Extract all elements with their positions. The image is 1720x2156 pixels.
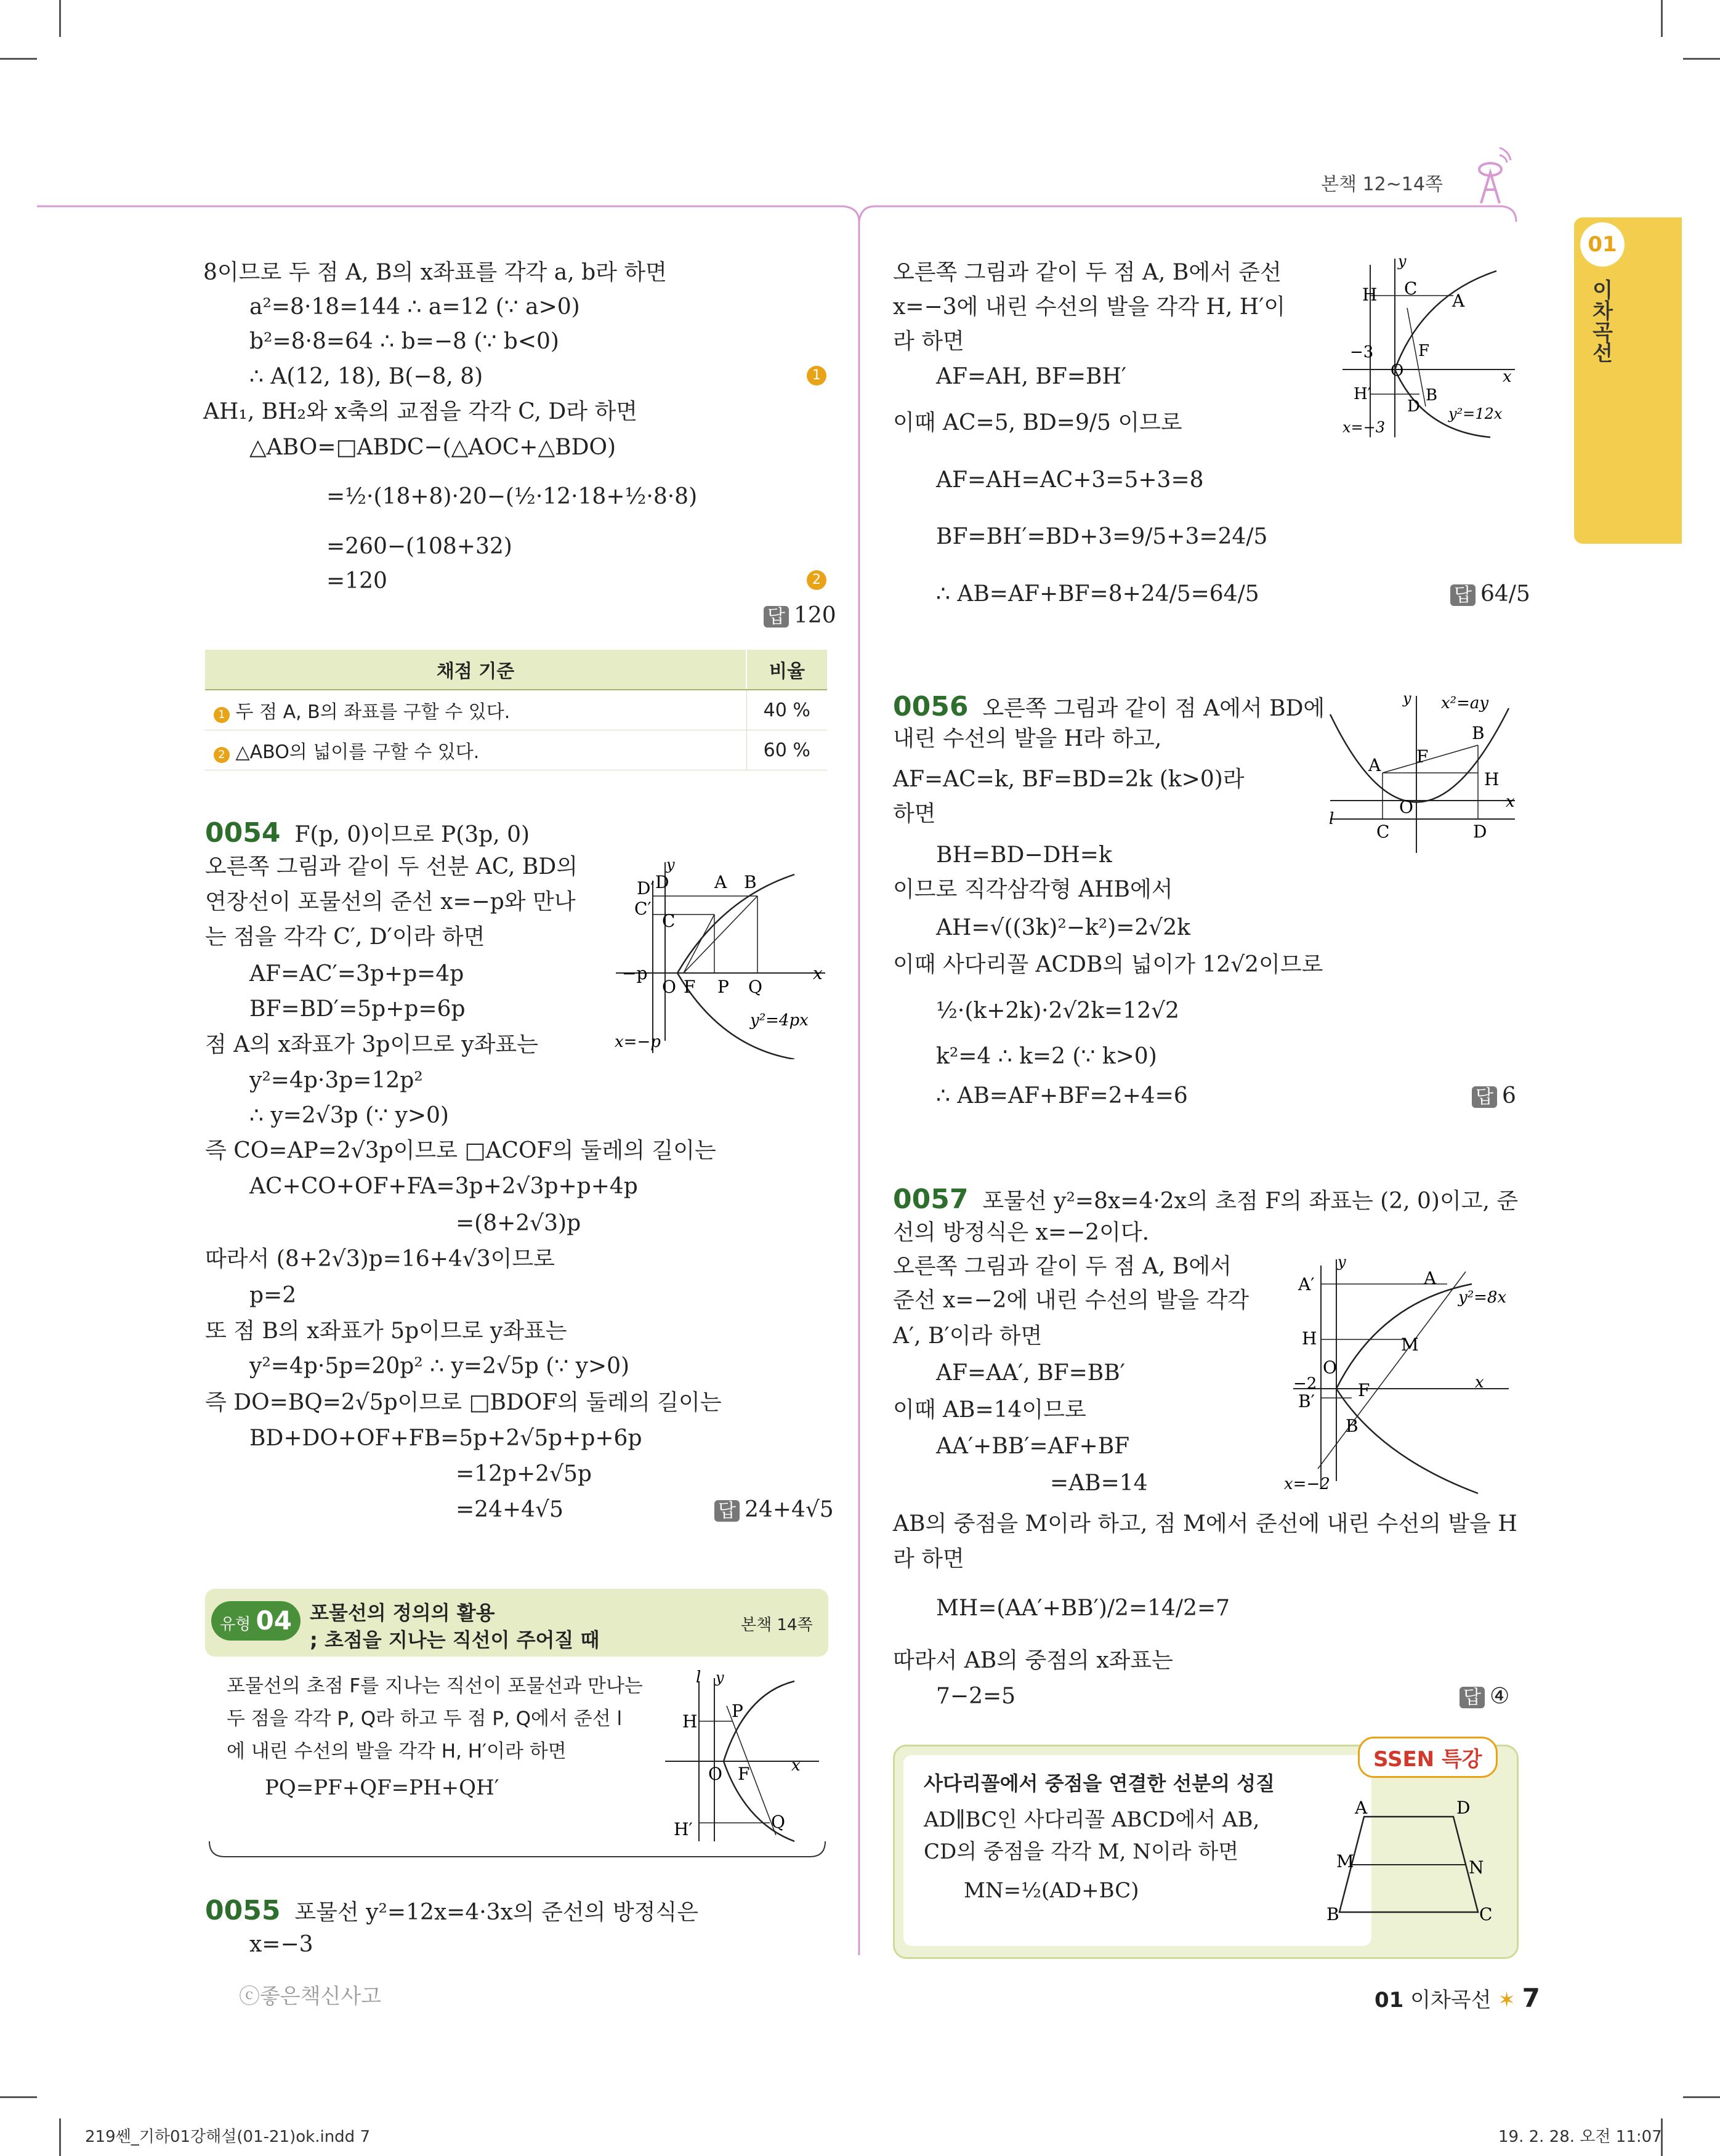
text-line: AH₁, BH₂와 x축의 교점을 각각 C, D라 하면 xyxy=(203,399,638,424)
fig-label: F xyxy=(1358,1380,1370,1400)
fig-label: y²=4px xyxy=(750,1011,809,1030)
fig-label: F xyxy=(738,1764,750,1784)
text-line: 7−2=5 xyxy=(936,1684,1016,1709)
text-line: 는 점을 각각 C′, D′이라 하면 xyxy=(205,924,485,950)
text-line: y²=4p·3p=12p² xyxy=(249,1068,423,1093)
footer-chapter-title: 이차곡선 xyxy=(1410,1988,1492,2013)
text-line: AD∥BC인 사다리꼴 ABCD에서 AB, xyxy=(924,1807,1260,1832)
problem-number: 0057 xyxy=(893,1184,969,1215)
footer-chapter-num: 01 xyxy=(1375,1988,1404,2013)
text-line: 이때 사다리꼴 ACDB의 넓이가 12√2이므로 xyxy=(893,952,1323,977)
fig-label: x xyxy=(813,963,823,983)
text-line: AF=AA′, BF=BB′ xyxy=(936,1360,1125,1386)
fig-label: −2 xyxy=(1293,1375,1317,1393)
text-line: CD의 중점을 각각 M, N이라 하면 xyxy=(924,1839,1239,1864)
fig-label: A xyxy=(1355,1798,1368,1818)
fig-label: A′ xyxy=(1298,1274,1315,1294)
text-line: 연장선이 포물선의 준선 x=−p와 만나 xyxy=(205,889,576,914)
answer-0055: 답 64/5 xyxy=(1450,581,1530,607)
fig-label: O xyxy=(662,977,676,997)
fig-label: P xyxy=(717,977,729,997)
fig-label: D xyxy=(1456,1798,1471,1818)
type-subtitle: ; 초점을 지나는 직선이 주어질 때 xyxy=(310,1628,600,1652)
fig-label: A xyxy=(714,872,727,892)
text-line: x=−3 xyxy=(249,1932,313,1957)
text-line: ∴ AB=AF+BF=8+24/5=64/5 xyxy=(936,581,1259,607)
type-ref: 본책 14쪽 xyxy=(741,1616,813,1634)
text-line: 포물선 y²=8x=4·2x의 초점 F의 좌표는 (2, 0)이고, 준 xyxy=(982,1189,1519,1214)
text-line: 따라서 (8+2√3)p=16+4√3이므로 xyxy=(205,1246,555,1272)
text-line: PQ=PF+QF=PH+QH′ xyxy=(265,1775,499,1800)
text-line: =24+4√5 xyxy=(456,1497,563,1522)
page-number: 7 xyxy=(1522,1983,1540,2013)
text-line: 오른쪽 그림과 같이 두 선분 AC, BD의 xyxy=(205,854,578,879)
ssen-badge: SSEN 특강 xyxy=(1358,1737,1498,1778)
text-line: =½·(18+8)·20−(½·12·18+½·8·8) xyxy=(326,484,698,509)
fig-label: C′ xyxy=(634,898,652,919)
fig-label: B′ xyxy=(1298,1391,1315,1411)
fig-label: H′ xyxy=(674,1819,693,1839)
text-line: AF=AC=k, BF=BD=2k (k>0)라 xyxy=(893,767,1245,792)
figure-type04 xyxy=(665,1669,825,1847)
fig-label: D xyxy=(1473,822,1487,842)
table-row: 1 두 점 A, B의 좌표를 구할 수 있다. 40 % xyxy=(205,690,827,730)
fig-label: C xyxy=(662,911,676,931)
text-line: 즉 CO=AP=2√3p이므로 □ACOF의 둘레의 길이는 xyxy=(205,1138,716,1163)
text-line: p=2 xyxy=(249,1283,297,1308)
fig-label: O xyxy=(1399,797,1413,817)
fig-label: y xyxy=(1398,252,1407,270)
fig-label: O xyxy=(1323,1357,1337,1378)
text-line: 오른쪽 그림과 같이 점 A에서 BD에 xyxy=(982,696,1325,721)
figure-trapezoid xyxy=(1318,1798,1496,1921)
problem-number: 0055 xyxy=(205,1895,281,1926)
figure-0056 xyxy=(1324,690,1521,856)
fig-label: A xyxy=(1452,291,1465,311)
text-line: BF=BD′=5p+p=6p xyxy=(249,996,466,1022)
text-line: MH=(AA′+BB′)/2=14/2=7 xyxy=(936,1596,1230,1621)
text-line: 에 내린 수선의 발을 각각 H, H′이라 하면 xyxy=(227,1740,567,1762)
text-line: 준선 x=−2에 내린 수선의 발을 각각 xyxy=(893,1288,1250,1313)
fig-label: C xyxy=(1376,822,1390,842)
text-line: k²=4 ∴ k=2 (∵ k>0) xyxy=(936,1044,1157,1069)
fig-label: D xyxy=(1407,397,1420,416)
file-slug: 219쎈_기하01강해설(01-21)ok.indd 7 xyxy=(85,2128,370,2146)
copyright: ⓒ좋은책신사고 xyxy=(239,1984,382,2009)
text-line: △ABO=□ABDC−(△AOC+△BDO) xyxy=(249,435,616,460)
text-line: BH=BD−DH=k xyxy=(936,842,1112,868)
fig-label: B xyxy=(1346,1416,1359,1436)
text-line: ∴ y=2√3p (∵ y>0) xyxy=(249,1103,449,1128)
text-line: =260−(108+32) xyxy=(326,534,512,559)
problem-number: 0054 xyxy=(205,817,281,849)
type-badge: 유형 04 xyxy=(211,1601,301,1641)
text-line: 오른쪽 그림과 같이 두 점 A, B에서 준선 xyxy=(893,260,1282,285)
fig-label: l xyxy=(1329,810,1334,828)
text-line: 이때 AB=14이므로 xyxy=(893,1397,1086,1423)
fig-label: C xyxy=(1404,278,1418,299)
text-line: 선의 방정식은 x=−2이다. xyxy=(893,1220,1150,1245)
text-line: 하면 xyxy=(893,801,936,826)
text-line: MN=½(AD+BC) xyxy=(964,1878,1139,1903)
text-line: 또 점 B의 x좌표가 5p이므로 y좌표는 xyxy=(205,1318,567,1344)
text-line: 포물선 y²=12x=4·3x의 준선의 방정식은 xyxy=(294,1900,698,1925)
text-line: ∴ AB=AF+BF=2+4=6 xyxy=(936,1083,1188,1108)
fig-label: A xyxy=(1424,1268,1437,1288)
fig-label: y²=12x xyxy=(1448,405,1503,422)
table-header: 채점 기준 xyxy=(205,650,746,690)
fig-label: y xyxy=(1338,1253,1346,1270)
step-marker: 2 xyxy=(807,570,826,590)
fig-label: Q xyxy=(748,977,762,997)
fig-label: x=−p xyxy=(615,1033,661,1051)
text-line: AF=AH, BF=BH′ xyxy=(936,364,1127,389)
fig-label: x xyxy=(1475,1373,1484,1392)
fig-label: B xyxy=(1426,386,1438,405)
scoring-table xyxy=(205,650,827,770)
fig-label: M xyxy=(1401,1334,1419,1355)
fig-label: B xyxy=(1326,1904,1339,1921)
answer-0053: 답 120 xyxy=(764,602,836,629)
fig-label: x=−2 xyxy=(1284,1475,1330,1493)
text-line: BD+DO+OF+FB=5p+2√5p+p+6p xyxy=(249,1426,642,1451)
fig-label: O xyxy=(708,1764,722,1784)
text-line: 따라서 AB의 중점의 x좌표는 xyxy=(893,1648,1173,1673)
fig-label: F xyxy=(1416,746,1429,767)
chapter-side-tab xyxy=(1574,217,1682,544)
fig-label: N xyxy=(1469,1857,1484,1878)
type-title: 포물선의 정의의 활용 xyxy=(310,1601,495,1625)
text-line: 두 점을 각각 P, Q라 하고 두 점 P, Q에서 준선 l xyxy=(227,1708,623,1730)
text-line: 오른쪽 그림과 같이 두 점 A, B에서 xyxy=(893,1254,1232,1279)
text-line: AF=AH=AC+3=5+3=8 xyxy=(936,467,1204,493)
fig-label: H xyxy=(682,1711,698,1732)
fig-label: D xyxy=(655,872,669,892)
answer-0057: 답 ④ xyxy=(1460,1683,1509,1710)
text-line: =(8+2√3)p xyxy=(456,1211,581,1236)
text-line: 라 하면 xyxy=(893,1546,964,1572)
fig-label: y xyxy=(666,856,675,873)
text-line: =AB=14 xyxy=(1050,1471,1148,1496)
chapter-label: 이차곡선 xyxy=(1588,279,1613,363)
text-line: A′, B′이라 하면 xyxy=(893,1323,1043,1349)
fig-label: Q xyxy=(771,1812,785,1832)
answer-0054: 답 24+4√5 xyxy=(714,1496,834,1523)
figure-0055 xyxy=(1336,252,1521,450)
fig-label: D′ xyxy=(637,878,655,898)
ssen-title: 사다리꼴에서 중점을 연결한 선분의 성질 xyxy=(924,1772,1275,1795)
fig-label: y²=8x xyxy=(1458,1288,1507,1307)
figure-0057 xyxy=(1281,1253,1521,1496)
print-date: 19. 2. 28. 오전 11:07 xyxy=(1498,2128,1662,2146)
text-line: AB의 중점을 M이라 하고, 점 M에서 준선에 내린 수선의 발을 H xyxy=(893,1511,1517,1536)
text-line: 점 A의 x좌표가 3p이므로 y좌표는 xyxy=(205,1032,538,1057)
text-line: AH=√((3k)²−k²)=2√2k xyxy=(936,915,1190,940)
text-line: F(p, 0)이므로 P(3p, 0) xyxy=(294,822,530,847)
text-line: 이때 AC=5, BD=9/5 이므로 xyxy=(893,410,1182,435)
page-footer: 01 이차곡선 ✶ 7 xyxy=(1375,1983,1540,2013)
text-line: =120 xyxy=(326,568,387,594)
fig-label: H xyxy=(1302,1328,1317,1349)
fig-label: A xyxy=(1368,755,1381,775)
type-box-header xyxy=(205,1589,828,1657)
fig-label: −3 xyxy=(1350,343,1374,361)
problem-number: 0056 xyxy=(893,691,969,722)
fig-label: M xyxy=(1336,1851,1354,1871)
page-reference: 본책 12~14쪽 xyxy=(1321,174,1443,195)
text-line: 즉 DO=BQ=2√5p이므로 □BDOF의 둘레의 길이는 xyxy=(205,1390,722,1415)
fig-label: F xyxy=(1418,342,1430,360)
fig-label: x xyxy=(1503,368,1512,386)
fig-label: x=−3 xyxy=(1342,419,1386,436)
fig-label: x²=ay xyxy=(1441,694,1489,713)
text-line: AC+CO+OF+FA=3p+2√3p+p+4p xyxy=(249,1174,638,1199)
text-line: b²=8·8=64 ∴ b=−8 (∵ b<0) xyxy=(249,329,559,354)
fig-label: C xyxy=(1479,1904,1493,1921)
text-line: 8이므로 두 점 A, B의 x좌표를 각각 a, b라 하면 xyxy=(203,260,667,285)
fig-label: y xyxy=(1403,690,1411,707)
text-line: 내린 수선의 발을 H라 하고, xyxy=(893,726,1162,751)
text-line: AF=AC′=3p+p=4p xyxy=(249,961,464,987)
fig-label: F xyxy=(684,977,696,997)
fig-label: H xyxy=(1484,769,1500,789)
text-line: BF=BH′=BD+3=9/5+3=24/5 xyxy=(936,524,1268,549)
fig-label: −p xyxy=(622,963,648,983)
text-line: y²=4p·5p=20p² ∴ y=2√5p (∵ y>0) xyxy=(249,1354,630,1379)
text-line: ½·(k+2k)·2√2k=12√2 xyxy=(936,998,1179,1023)
fig-label: l xyxy=(696,1669,701,1687)
fig-label: y xyxy=(716,1669,724,1686)
table-row: 2 △ABO의 넓이를 구할 수 있다. 60 % xyxy=(205,730,827,770)
text-line: 포물선의 초점 F를 지나는 직선이 포물선과 만나는 xyxy=(227,1675,643,1697)
text-line: x=−3에 내린 수선의 발을 각각 H, H′이 xyxy=(893,294,1286,320)
chapter-number: 01 xyxy=(1580,222,1625,267)
text-line: a²=8·18=144 ∴ a=12 (∵ a>0) xyxy=(249,294,580,320)
text-line: AA′+BB′=AF+BF xyxy=(936,1434,1130,1459)
fig-label: H xyxy=(1362,285,1378,305)
text-line: 라 하면 xyxy=(893,329,964,354)
fig-label: P xyxy=(732,1701,743,1721)
fig-label: O xyxy=(1391,361,1404,380)
fig-label: x xyxy=(791,1756,801,1775)
fig-label: B xyxy=(1472,723,1485,743)
answer-0056: 답 6 xyxy=(1472,1083,1516,1109)
text-line: =12p+2√5p xyxy=(456,1461,592,1487)
fig-label: x xyxy=(1506,793,1515,811)
fig-label: B xyxy=(744,872,757,892)
text-line: ∴ A(12, 18), B(−8, 8) xyxy=(249,364,483,389)
fig-label: H′ xyxy=(1354,385,1371,403)
step-marker: 1 xyxy=(807,366,826,386)
table-header: 비율 xyxy=(746,650,827,690)
figure-0054 xyxy=(610,856,831,1059)
text-line: 이므로 직각삼각형 AHB에서 xyxy=(893,877,1173,902)
